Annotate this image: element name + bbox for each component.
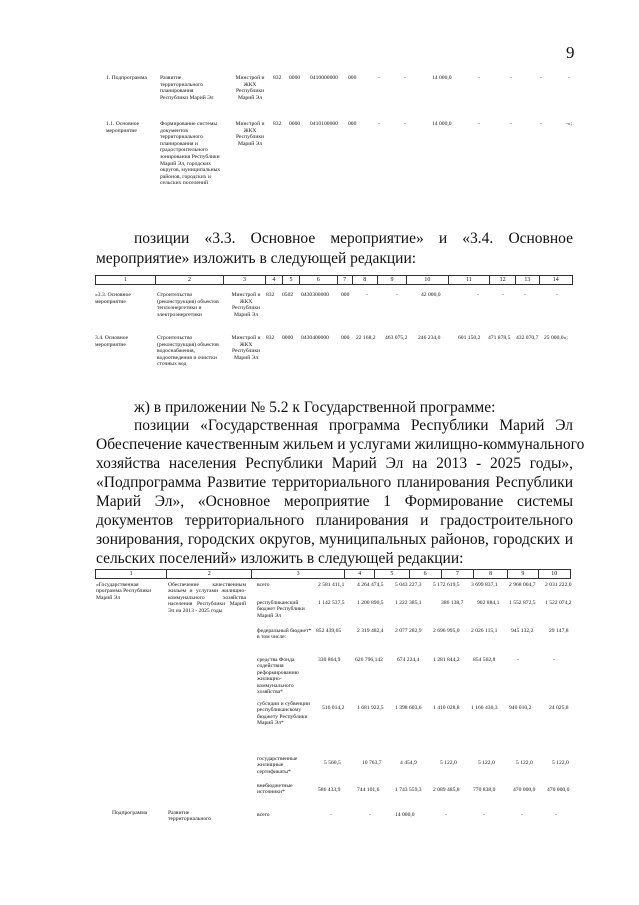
value-cell: 1 142 537,5 [318,600,345,606]
funding-label: республиканский бюджет Республики Марий Эл [257,600,305,619]
row-organization: Минстрой и ЖКХ Республики Марий Эл [231,335,261,361]
cell-c12: - [502,292,504,298]
row-name: 1. Подпрограмма [106,75,147,81]
value-cell: 2 581 411,1 [318,582,345,588]
cell-c6: 0410100000 [310,121,338,127]
cell-c9: 463 075,2 [385,335,408,341]
cell-c5: 0000 [289,75,301,81]
table-3-header [95,569,571,579]
cell-c8: - [366,292,368,298]
cell-c5: 0000 [289,121,301,127]
header-cell: 6 [300,276,337,285]
value-cell: - [555,812,557,818]
funding-label: внебюджетные источники* [257,783,293,796]
value-cell: 2 077 282,9 [395,628,422,634]
header-cell: 8 [474,570,508,579]
funding-label: всего [257,812,270,818]
header-cell: 6 [409,570,441,579]
value-cell: 744 101,6 [357,787,380,793]
header-cell: 10 [538,570,570,579]
value-cell: 14 000,0 [395,812,415,818]
funding-label: субсидии и субвенции республиканскому бюджету Республики Марий Эл* [257,701,311,727]
header-cell: 14 [539,276,572,285]
value-cell: 1 398 603,6 [395,705,422,711]
cell-c8: - [378,121,380,127]
value-cell: 940 010,2 [509,705,532,711]
value-cell: 4 264 474,5 [357,582,384,588]
value-cell: 586 433,9 [318,787,341,793]
value-cell: 770 838,0 [473,787,496,793]
value-cell: 1 166 430,3 [471,705,498,711]
paragraph-line: позиции «3.3. Основное мероприятие» и «3.4. Основное [134,230,573,247]
row-organization: Минстрой и ЖКХ Республики Марий Эл [235,75,265,101]
paragraph-line: сельских поселений» изложить в следующей редакции: [96,550,464,567]
paragraph-line: мероприятие» изложить в следующей редакции: [96,250,417,267]
funding-label: всего [257,582,270,588]
cell-c7: 000 [348,121,357,127]
cell-c12: - [510,75,512,81]
section-heading: ж) в приложении № 5.2 к Государственной программе: [134,399,496,416]
header-cell: 7 [337,276,352,285]
value-cell: 1 681 922,5 [357,705,384,711]
header-cell: 10 [407,276,448,285]
row-name: «3.3. Основное мероприятие [95,292,131,305]
cell-c10: 14 000,0 [432,121,452,127]
header-cell: 5 [375,570,409,579]
value-cell: 2 089 485,8 [433,787,460,793]
value-cell: 2 319 482,4 [357,628,384,634]
cell-c9: - [404,121,406,127]
cell-c10: 42 000,0 [421,292,441,298]
cell-c10: 14 000,0 [432,75,452,81]
paragraph-line: хозяйства населения Республики Марий Эл на 2013 - 2025 годы», [96,455,573,472]
value-cell: 2 696 995,0 [433,628,460,634]
value-cell: 5 122,0 [516,760,533,766]
value-cell: 386 138,7 [441,600,464,606]
value-cell: 1 743 559,3 [395,787,422,793]
value-cell: 1 200 890,5 [357,600,384,606]
cell-c7: 000 [348,75,357,81]
value-cell: 10 763,7 [362,760,382,766]
value-cell: - [483,812,485,818]
header-cell: 5 [282,276,299,285]
value-cell: 5 122,0 [440,760,457,766]
header-cell: 8 [352,276,377,285]
value-cell: - [445,812,447,818]
value-cell: 5 560,5 [324,760,341,766]
cell-c6: 0430400000 [301,335,329,341]
cell-c13: - [540,121,542,127]
value-cell: 902 884,1 [477,600,500,606]
paragraph-line: Обеспечение качественным жильем и услугами жилищно-коммунального [96,436,585,453]
value-cell: 5 122,0 [478,760,495,766]
value-cell: - [553,657,555,663]
row-description: Строительство (реконструкция) объектов теплоэнергетики и электроэнергетики [157,292,219,318]
cell-c11: - [478,121,480,127]
header-cell: 7 [441,570,473,579]
value-cell: 1 522 074,2 [545,600,572,606]
header-cell: 3 [252,570,345,579]
value-cell: - [330,812,332,818]
header-cell: 12 [490,276,516,285]
header-cell: 9 [508,570,538,579]
cell-c13: 432 070,7 [516,335,539,341]
cell-c4: 832 [273,121,282,127]
paragraph-line: зонирования, городских округов, муниципальных районов, городских и [96,531,573,548]
cell-c8: - [378,75,380,81]
header-cell: 13 [516,276,539,285]
value-cell: - [521,812,523,818]
cell-c7: 000 [341,335,350,341]
cell-c12: 471 878,5 [488,335,511,341]
funding-label: государственные жилищные сертификаты* [257,756,298,775]
cell-c11: 601 150,2 [458,335,481,341]
header-cell: 2 [155,276,224,285]
cell-c14: -»; [566,121,573,127]
value-cell: 470 000,0 [547,787,570,793]
cell-c5: 0502 [282,292,294,298]
value-cell: 2 031 222,0 [545,582,572,588]
value-cell: 470 000,0 [513,787,536,793]
value-cell: 24 025,8 [549,705,569,711]
funding-label: средства Фонда содействия реформированию жилищно-коммунального хозяйства* [257,657,299,696]
value-cell: 5 043 227,3 [395,582,422,588]
value-cell: 1 222 385,1 [395,600,422,606]
header-cell: 1 [96,276,156,285]
value-cell: 945 132,2 [511,628,534,634]
cell-c9: - [396,292,398,298]
value-cell: 3 699 837,1 [471,582,498,588]
value-cell: 2 968 004,7 [509,582,536,588]
header-cell: 2 [167,570,252,579]
header-cell: 4 [344,570,374,579]
value-cell: 4 454,9 [400,760,417,766]
subprogram-description: Развитие территориального [168,810,212,823]
row-organization: Минстрой и ЖКХ Республики Марий Эл [235,121,265,147]
cell-c13: - [524,292,526,298]
value-cell: 29 147,8 [549,628,569,634]
paragraph-line: позиции «Государственная программа Республики Марий Эл [134,417,573,434]
value-cell: 1 410 028,8 [433,705,460,711]
value-cell: 5 122,0 [552,760,569,766]
value-cell: 330 864,9 [318,657,341,663]
value-cell: 2 026 115,1 [471,628,498,634]
paragraph-line: «Подпрограмма Развитие территориального планирования Республики [96,474,573,491]
table-2-header [95,275,573,285]
program-description: Обеспечение качественным жильем и услугами жилищно-коммунального хозяйства населения Республики Марий Эл на 2013 - 2025 годы [168,582,246,614]
value-cell: 854 562,8 [473,657,496,663]
paragraph-line: документов территориального планирования и градостроительного [96,512,573,529]
header-cell: 11 [448,276,489,285]
paragraph-line: Марий Эл», «Основное мероприятие 1 Формирование системы [96,493,573,510]
subprogram-name: Подпрограмма [112,810,148,816]
page-number: 9 [566,43,575,62]
cell-c9: - [404,75,406,81]
row-description: Строительство (реконструкция) объектов водоснабжения, водоотведения и очистки сточных вод [157,335,219,368]
row-name: 1.1. Основное мероприятие [106,121,140,134]
cell-c4: 832 [266,292,275,298]
value-cell: 852 439,65 [316,628,342,634]
program-name: «Государственная программа Республики Марий Эл [96,582,152,601]
cell-c14: - [556,292,558,298]
cell-c14: 25 000,0»; [544,335,568,341]
row-organization: Минстрой и ЖКХ Республики Марий Эл [231,292,261,318]
cell-c6: 0430300000 [301,292,329,298]
value-cell: 516 014,2 [322,705,345,711]
header-cell: 1 [96,570,167,579]
cell-c6: 0410000000 [310,75,338,81]
cell-c4: 832 [266,335,275,341]
cell-c4: 832 [273,75,282,81]
value-cell: 1 552 872,5 [509,600,536,606]
cell-c14: - [568,75,570,81]
row-description: Формирование системы документов территориального планирования и градостроительного зонирования Республики Марий Эл, городских округов, муниципальных районов, городских и сельских поселений [160,121,221,187]
cell-c11: - [478,75,480,81]
value-cell: - [517,657,519,663]
row-name: 3.4. Основное мероприятие [95,335,129,348]
header-cell: 3 [224,276,265,285]
header-cell: 4 [265,276,282,285]
cell-c5: 0000 [282,335,294,341]
funding-label: федеральный бюджет* в том числе: [257,628,312,641]
cell-c13: - [540,75,542,81]
value-cell: - [369,812,371,818]
cell-c10: 246 234,0 [418,335,441,341]
cell-c11: - [477,292,479,298]
value-cell: 5 172 619,5 [433,582,460,588]
cell-c8: 22 168,2 [356,335,376,341]
value-cell: 626 796,142 [355,657,383,663]
row-description: Развитие территориального планирования Республики Марий Эл [160,75,214,101]
value-cell: 1 281 844,2 [433,657,460,663]
cell-c12: - [510,121,512,127]
value-cell: 674 224,4 [397,657,420,663]
cell-c7: 000 [341,292,350,298]
header-cell: 9 [377,276,406,285]
